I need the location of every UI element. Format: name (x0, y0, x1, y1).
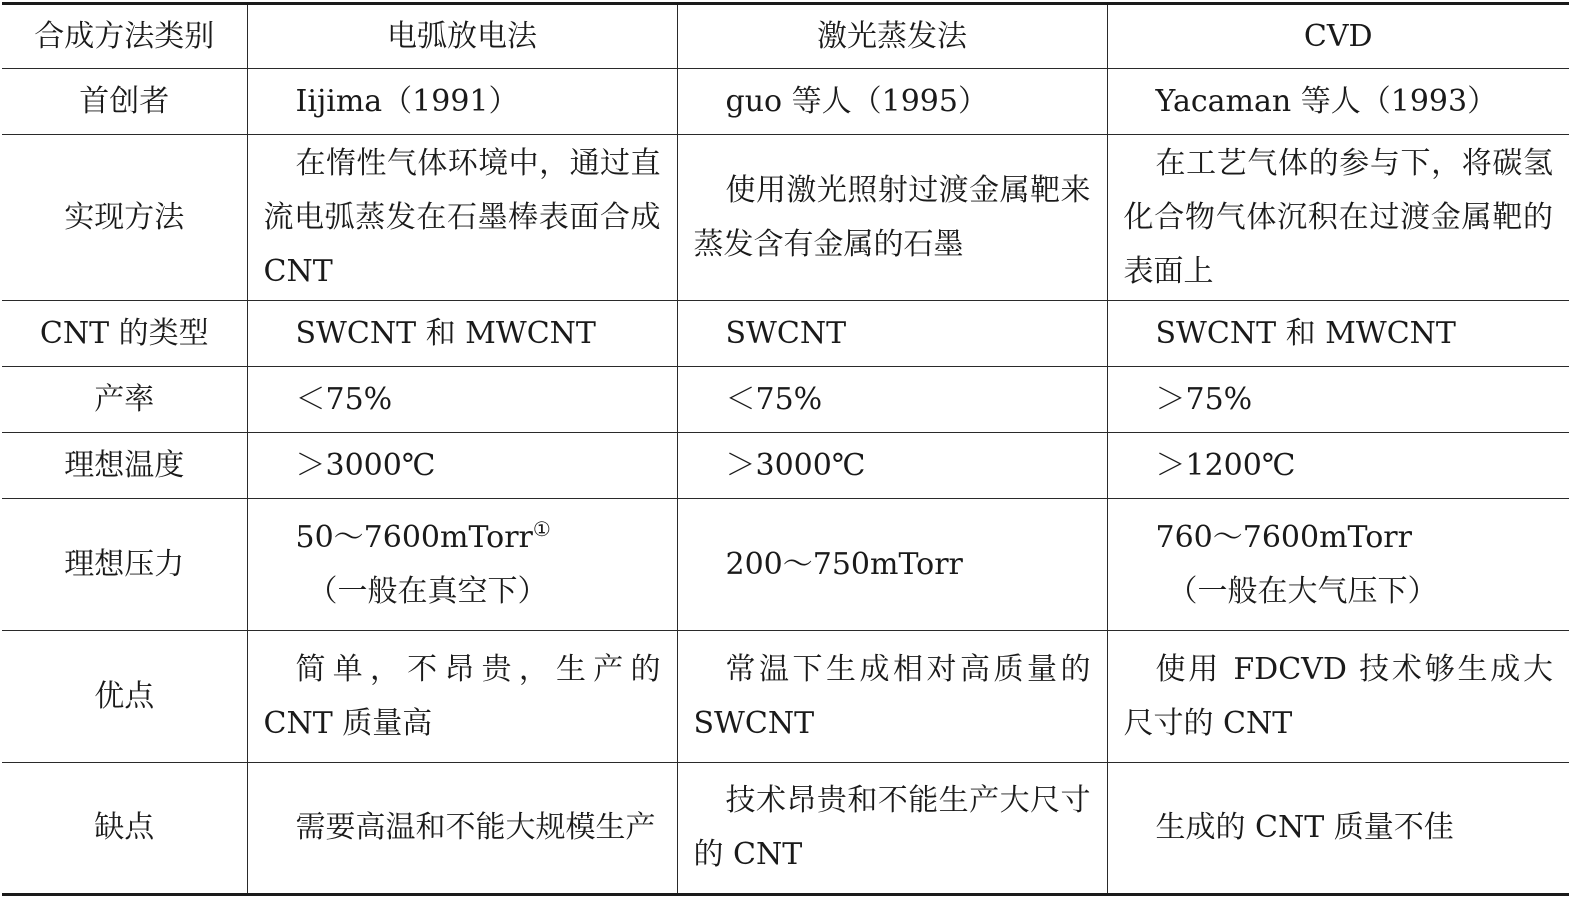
label-advantages: 优点 (2, 631, 247, 763)
pressure-cvd-value: 760～7600mTorr (1155, 519, 1412, 555)
row-disadvantages (2, 763, 1569, 895)
cnt-type-cvd: SWCNT 和 MWCNT (1107, 301, 1569, 367)
method-cvd: 在工艺气体的参与下，将碳氢化合物气体沉积在过渡金属靶的表面上 (1107, 135, 1569, 301)
pressure-arc (247, 499, 677, 631)
advantages-laser: 常温下生成相对高质量的 SWCNT (677, 631, 1107, 763)
row-pressure (2, 499, 1569, 631)
pressure-cvd-note: （一般在大气压下） (1167, 573, 1438, 609)
pressure-cvd (1107, 499, 1569, 631)
method-laser: 使用激光照射过渡金属靶来蒸发含有金属的石墨 (677, 135, 1107, 301)
pioneer-laser: guo 等人（1995） (677, 69, 1107, 135)
label-yield: 产率 (2, 367, 247, 433)
row-temperature (2, 433, 1569, 499)
label-pressure: 理想压力 (2, 499, 247, 631)
method-arc: 在惰性气体环境中，通过直流电弧蒸发在石墨棒表面合成 CNT (247, 135, 677, 301)
row-advantages (2, 631, 1569, 763)
disadvantages-arc: 需要高温和不能大规模生产 (247, 763, 677, 895)
header-category: 合成方法类别 (2, 4, 247, 69)
label-method: 实现方法 (2, 135, 247, 301)
advantages-cvd: 使用 FDCVD 技术够生成大尺寸的 CNT (1107, 631, 1569, 763)
row-method (2, 135, 1569, 301)
header-laser-ablation: 激光蒸发法 (677, 4, 1107, 69)
temperature-arc: ＞3000℃ (247, 433, 677, 499)
cnt-type-arc: SWCNT 和 MWCNT (247, 301, 677, 367)
header-cvd: CVD (1107, 4, 1569, 69)
pressure-laser: 200～750mTorr (677, 499, 1107, 631)
disadvantages-laser: 技术昂贵和不能生产大尺寸的 CNT (677, 763, 1107, 895)
row-pioneer (2, 69, 1569, 135)
comparison-table (2, 2, 1569, 896)
cnt-type-laser: SWCNT (677, 301, 1107, 367)
disadvantages-cvd: 生成的 CNT 质量不佳 (1107, 763, 1569, 895)
pioneer-cvd: Yacaman 等人（1993） (1107, 69, 1569, 135)
pressure-arc-note: （一般在真空下） (307, 573, 548, 609)
label-disadvantages: 缺点 (2, 763, 247, 895)
header-row (2, 4, 1569, 69)
header-arc-discharge: 电弧放电法 (247, 4, 677, 69)
pressure-arc-value: 50～7600mTorr (295, 519, 533, 555)
label-cnt-type: CNT 的类型 (2, 301, 247, 367)
label-temperature: 理想温度 (2, 433, 247, 499)
label-pioneer: 首创者 (2, 69, 247, 135)
row-yield (2, 367, 1569, 433)
footnote-marker: ① (532, 516, 551, 541)
yield-laser: ＜75% (677, 367, 1107, 433)
row-cnt-type (2, 301, 1569, 367)
pioneer-arc: Iijima（1991） (247, 69, 677, 135)
yield-arc: ＜75% (247, 367, 677, 433)
advantages-arc: 简单，不昂贵，生产的 CNT 质量高 (247, 631, 677, 763)
temperature-cvd: ＞1200℃ (1107, 433, 1569, 499)
temperature-laser: ＞3000℃ (677, 433, 1107, 499)
yield-cvd: ＞75% (1107, 367, 1569, 433)
